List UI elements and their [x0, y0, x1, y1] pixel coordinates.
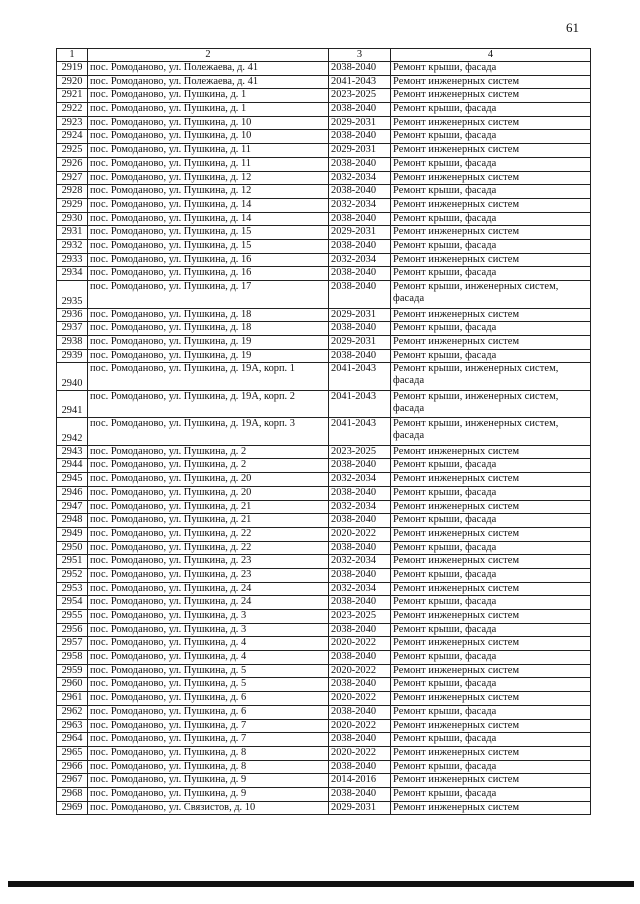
work-type-cell: Ремонт крыши, фасада — [391, 541, 591, 555]
work-type-cell: Ремонт крыши, фасада — [391, 130, 591, 144]
row-number: 2962 — [57, 705, 88, 719]
table-row — [57, 308, 591, 322]
table-row — [57, 541, 591, 555]
row-number: 2926 — [57, 157, 88, 171]
table-row — [57, 198, 591, 212]
address-cell: пос. Ромоданово, ул. Пушкина, д. 19 — [88, 349, 329, 363]
address-cell: пос. Ромоданово, ул. Пушкина, д. 24 — [88, 582, 329, 596]
work-type-cell: Ремонт инженерных систем — [391, 116, 591, 130]
work-type-cell: Ремонт крыши, фасада — [391, 623, 591, 637]
period-cell: 2029-2031 — [329, 226, 391, 240]
period-cell: 2038-2040 — [329, 130, 391, 144]
address-cell: пос. Ромоданово, ул. Пушкина, д. 8 — [88, 760, 329, 774]
period-cell: 2038-2040 — [329, 596, 391, 610]
work-type-cell: Ремонт крыши, фасада — [391, 185, 591, 199]
header-row — [57, 49, 591, 62]
address-cell: пос. Ромоданово, ул. Пушкина, д. 22 — [88, 541, 329, 555]
row-number: 2938 — [57, 335, 88, 349]
address-cell: пос. Ромоданово, ул. Пушкина, д. 1 — [88, 103, 329, 117]
work-type-cell: Ремонт крыши, фасада — [391, 322, 591, 336]
work-type-cell: Ремонт крыши, фасада — [391, 651, 591, 665]
row-number: 2966 — [57, 760, 88, 774]
table-row — [57, 335, 591, 349]
row-number: 2947 — [57, 500, 88, 514]
period-cell: 2032-2034 — [329, 198, 391, 212]
address-cell: пос. Ромоданово, ул. Пушкина, д. 21 — [88, 500, 329, 514]
table-row — [57, 62, 591, 76]
row-number: 2922 — [57, 103, 88, 117]
address-cell: пос. Ромоданово, ул. Пушкина, д. 16 — [88, 253, 329, 267]
address-cell: пос. Ромоданово, ул. Пушкина, д. 8 — [88, 746, 329, 760]
table-row — [57, 760, 591, 774]
address-cell: пос. Ромоданово, ул. Пушкина, д. 16 — [88, 267, 329, 281]
table-row — [57, 349, 591, 363]
table-row — [57, 445, 591, 459]
address-cell: пос. Ромоданово, ул. Пушкина, д. 11 — [88, 157, 329, 171]
address-cell: пос. Ромоданово, ул. Пушкина, д. 18 — [88, 308, 329, 322]
table-row — [57, 596, 591, 610]
work-type-cell: Ремонт крыши, фасада — [391, 705, 591, 719]
period-cell: 2020-2022 — [329, 746, 391, 760]
address-cell: пос. Ромоданово, ул. Пушкина, д. 2 — [88, 445, 329, 459]
period-cell: 2038-2040 — [329, 541, 391, 555]
address-cell: пос. Ромоданово, ул. Пушкина, д. 6 — [88, 692, 329, 706]
period-cell: 2023-2025 — [329, 610, 391, 624]
work-type-cell: Ремонт инженерных систем — [391, 610, 591, 624]
table-row — [57, 185, 591, 199]
table-row — [57, 623, 591, 637]
table-row — [57, 212, 591, 226]
table-row — [57, 226, 591, 240]
work-type-cell: Ремонт крыши, фасада — [391, 486, 591, 500]
table-row — [57, 253, 591, 267]
row-number: 2937 — [57, 322, 88, 336]
period-cell: 2038-2040 — [329, 787, 391, 801]
period-cell: 2032-2034 — [329, 473, 391, 487]
address-cell: пос. Ромоданово, ул. Пушкина, д. 15 — [88, 226, 329, 240]
work-type-cell: Ремонт инженерных систем — [391, 144, 591, 158]
address-cell: пос. Ромоданово, ул. Пушкина, д. 12 — [88, 185, 329, 199]
address-cell: пос. Ромоданово, ул. Пушкина, д. 18 — [88, 322, 329, 336]
address-cell: пос. Ромоданово, ул. Пушкина, д. 21 — [88, 514, 329, 528]
table-row — [57, 801, 591, 815]
work-type-cell: Ремонт инженерных систем — [391, 582, 591, 596]
address-cell: пос. Ромоданово, ул. Пушкина, д. 7 — [88, 719, 329, 733]
address-cell: пос. Ромоданово, ул. Пушкина, д. 1 — [88, 89, 329, 103]
address-cell: пос. Ромоданово, ул. Пушкина, д. 19А, корп. 3 — [88, 418, 329, 446]
row-number: 2944 — [57, 459, 88, 473]
work-type-cell: Ремонт инженерных систем — [391, 253, 591, 267]
address-cell: пос. Ромоданово, ул. Связистов, д. 10 — [88, 801, 329, 815]
address-cell: пос. Ромоданово, ул. Пушкина, д. 24 — [88, 596, 329, 610]
row-number: 2943 — [57, 445, 88, 459]
period-cell: 2038-2040 — [329, 103, 391, 117]
period-cell: 2020-2022 — [329, 692, 391, 706]
work-type-cell: Ремонт инженерных систем — [391, 692, 591, 706]
period-cell: 2029-2031 — [329, 308, 391, 322]
address-cell: пос. Ромоданово, ул. Пушкина, д. 19А, корп. 1 — [88, 363, 329, 391]
work-type-cell: Ремонт крыши, фасада — [391, 239, 591, 253]
period-cell: 2020-2022 — [329, 664, 391, 678]
row-number: 2924 — [57, 130, 88, 144]
address-cell: пос. Ромоданово, ул. Пушкина, д. 2 — [88, 459, 329, 473]
row-number: 2929 — [57, 198, 88, 212]
table-row — [57, 418, 591, 446]
work-type-cell: Ремонт крыши, фасада — [391, 568, 591, 582]
period-cell: 2038-2040 — [329, 185, 391, 199]
work-type-cell: Ремонт инженерных систем — [391, 637, 591, 651]
row-number: 2958 — [57, 651, 88, 665]
period-cell: 2041-2043 — [329, 363, 391, 391]
row-number: 2940 — [57, 363, 88, 391]
work-type-cell: Ремонт крыши, фасада — [391, 514, 591, 528]
period-cell: 2038-2040 — [329, 568, 391, 582]
row-number: 2960 — [57, 678, 88, 692]
table-row — [57, 651, 591, 665]
period-cell: 2038-2040 — [329, 267, 391, 281]
row-number: 2949 — [57, 527, 88, 541]
table-row — [57, 774, 591, 788]
address-cell: пос. Ромоданово, ул. Пушкина, д. 3 — [88, 610, 329, 624]
period-cell: 2020-2022 — [329, 719, 391, 733]
table-row — [57, 746, 591, 760]
table-row — [57, 500, 591, 514]
work-type-cell: Ремонт крыши, фасада — [391, 596, 591, 610]
period-cell: 2038-2040 — [329, 349, 391, 363]
period-cell: 2038-2040 — [329, 623, 391, 637]
work-type-cell: Ремонт крыши, инженерных систем, фасада — [391, 390, 591, 418]
table-row — [57, 363, 591, 391]
row-number: 2945 — [57, 473, 88, 487]
row-number: 2928 — [57, 185, 88, 199]
address-cell: пос. Ромоданово, ул. Пушкина, д. 9 — [88, 787, 329, 801]
period-cell: 2038-2040 — [329, 760, 391, 774]
period-cell: 2038-2040 — [329, 514, 391, 528]
table-row — [57, 733, 591, 747]
period-cell: 2032-2034 — [329, 253, 391, 267]
row-number: 2969 — [57, 801, 88, 815]
address-cell: пос. Ромоданово, ул. Пушкина, д. 12 — [88, 171, 329, 185]
period-cell: 2038-2040 — [329, 281, 391, 309]
period-cell: 2038-2040 — [329, 486, 391, 500]
table-row — [57, 637, 591, 651]
table-row — [57, 75, 591, 89]
row-number: 2919 — [57, 62, 88, 76]
work-type-cell: Ремонт крыши, фасада — [391, 349, 591, 363]
row-number: 2954 — [57, 596, 88, 610]
table-row — [57, 514, 591, 528]
address-cell: пос. Ромоданово, ул. Пушкина, д. 19А, корп. 2 — [88, 390, 329, 418]
period-cell: 2029-2031 — [329, 144, 391, 158]
row-number: 2941 — [57, 390, 88, 418]
work-type-cell: Ремонт крыши, фасада — [391, 103, 591, 117]
table-row — [57, 144, 591, 158]
row-number: 2963 — [57, 719, 88, 733]
row-number: 2952 — [57, 568, 88, 582]
row-number: 2968 — [57, 787, 88, 801]
period-cell: 2020-2022 — [329, 637, 391, 651]
table-row — [57, 322, 591, 336]
row-number: 2923 — [57, 116, 88, 130]
table-row — [57, 664, 591, 678]
address-cell: пос. Ромоданово, ул. Пушкина, д. 20 — [88, 473, 329, 487]
work-type-cell: Ремонт инженерных систем — [391, 500, 591, 514]
address-cell: пос. Ромоданово, ул. Пушкина, д. 4 — [88, 651, 329, 665]
work-type-cell: Ремонт инженерных систем — [391, 801, 591, 815]
header-col-4: 4 — [391, 49, 591, 62]
period-cell: 2038-2040 — [329, 733, 391, 747]
row-number: 2959 — [57, 664, 88, 678]
work-type-cell: Ремонт инженерных систем — [391, 89, 591, 103]
row-number: 2951 — [57, 555, 88, 569]
table-row — [57, 678, 591, 692]
row-number: 2921 — [57, 89, 88, 103]
period-cell: 2038-2040 — [329, 651, 391, 665]
work-type-cell: Ремонт крыши, фасада — [391, 760, 591, 774]
table-row — [57, 473, 591, 487]
period-cell: 2038-2040 — [329, 212, 391, 226]
address-cell: пос. Ромоданово, ул. Пушкина, д. 10 — [88, 116, 329, 130]
row-number: 2920 — [57, 75, 88, 89]
table-row — [57, 130, 591, 144]
address-cell: пос. Ромоданово, ул. Полежаева, д. 41 — [88, 62, 329, 76]
work-type-cell: Ремонт крыши, фасада — [391, 157, 591, 171]
period-cell: 2032-2034 — [329, 555, 391, 569]
work-type-cell: Ремонт крыши, фасада — [391, 62, 591, 76]
work-type-cell: Ремонт инженерных систем — [391, 308, 591, 322]
table-row — [57, 610, 591, 624]
address-cell: пос. Ромоданово, ул. Пушкина, д. 17 — [88, 281, 329, 309]
row-number: 2925 — [57, 144, 88, 158]
table-row — [57, 705, 591, 719]
work-type-cell: Ремонт инженерных систем — [391, 555, 591, 569]
row-number: 2934 — [57, 267, 88, 281]
period-cell: 2041-2043 — [329, 390, 391, 418]
work-type-cell: Ремонт крыши, фасада — [391, 787, 591, 801]
header-col-3: 3 — [329, 49, 391, 62]
row-number: 2932 — [57, 239, 88, 253]
table-row — [57, 486, 591, 500]
row-number: 2956 — [57, 623, 88, 637]
work-type-cell: Ремонт инженерных систем — [391, 746, 591, 760]
header-col-2: 2 — [88, 49, 329, 62]
work-type-cell: Ремонт инженерных систем — [391, 335, 591, 349]
period-cell: 2029-2031 — [329, 801, 391, 815]
address-cell: пос. Ромоданово, ул. Пушкина, д. 23 — [88, 568, 329, 582]
address-cell: пос. Ромоданово, ул. Пушкина, д. 7 — [88, 733, 329, 747]
period-cell: 2038-2040 — [329, 678, 391, 692]
period-cell: 2032-2034 — [329, 171, 391, 185]
row-number: 2927 — [57, 171, 88, 185]
work-type-cell: Ремонт инженерных систем — [391, 473, 591, 487]
address-cell: пос. Ромоданово, ул. Пушкина, д. 6 — [88, 705, 329, 719]
work-type-cell: Ремонт крыши, инженерных систем, фасада — [391, 363, 591, 391]
address-cell: пос. Ромоданово, ул. Пушкина, д. 19 — [88, 335, 329, 349]
period-cell: 2023-2025 — [329, 89, 391, 103]
address-cell: пос. Ромоданово, ул. Полежаева, д. 41 — [88, 75, 329, 89]
scan-edge-bar — [8, 881, 634, 887]
table-row — [57, 267, 591, 281]
period-cell: 2038-2040 — [329, 62, 391, 76]
period-cell: 2032-2034 — [329, 500, 391, 514]
period-cell: 2041-2043 — [329, 418, 391, 446]
period-cell: 2038-2040 — [329, 459, 391, 473]
table-row — [57, 103, 591, 117]
address-cell: пос. Ромоданово, ул. Пушкина, д. 15 — [88, 239, 329, 253]
row-number: 2953 — [57, 582, 88, 596]
work-type-cell: Ремонт крыши, фасада — [391, 459, 591, 473]
address-cell: пос. Ромоданово, ул. Пушкина, д. 5 — [88, 678, 329, 692]
row-number: 2967 — [57, 774, 88, 788]
period-cell: 2014-2016 — [329, 774, 391, 788]
row-number: 2964 — [57, 733, 88, 747]
row-number: 2939 — [57, 349, 88, 363]
period-cell: 2038-2040 — [329, 239, 391, 253]
row-number: 2950 — [57, 541, 88, 555]
period-cell: 2041-2043 — [329, 75, 391, 89]
address-cell: пос. Ромоданово, ул. Пушкина, д. 14 — [88, 212, 329, 226]
row-number: 2965 — [57, 746, 88, 760]
row-number: 2948 — [57, 514, 88, 528]
table-row — [57, 555, 591, 569]
table-row — [57, 116, 591, 130]
period-cell: 2038-2040 — [329, 157, 391, 171]
period-cell: 2020-2022 — [329, 527, 391, 541]
table-row — [57, 568, 591, 582]
capital-repair-table — [56, 48, 591, 815]
row-number: 2955 — [57, 610, 88, 624]
address-cell: пос. Ромоданово, ул. Пушкина, д. 20 — [88, 486, 329, 500]
address-cell: пос. Ромоданово, ул. Пушкина, д. 9 — [88, 774, 329, 788]
work-type-cell: Ремонт крыши, фасада — [391, 212, 591, 226]
address-cell: пос. Ромоданово, ул. Пушкина, д. 4 — [88, 637, 329, 651]
row-number: 2961 — [57, 692, 88, 706]
table-row — [57, 281, 591, 309]
address-cell: пос. Ромоданово, ул. Пушкина, д. 10 — [88, 130, 329, 144]
work-type-cell: Ремонт инженерных систем — [391, 527, 591, 541]
row-number: 2946 — [57, 486, 88, 500]
address-cell: пос. Ромоданово, ул. Пушкина, д. 11 — [88, 144, 329, 158]
address-cell: пос. Ромоданово, ул. Пушкина, д. 3 — [88, 623, 329, 637]
row-number: 2936 — [57, 308, 88, 322]
work-type-cell: Ремонт крыши, инженерных систем, фасада — [391, 281, 591, 309]
work-type-cell: Ремонт крыши, фасада — [391, 267, 591, 281]
table-row — [57, 89, 591, 103]
table-row — [57, 527, 591, 541]
address-cell: пос. Ромоданово, ул. Пушкина, д. 22 — [88, 527, 329, 541]
work-type-cell: Ремонт инженерных систем — [391, 664, 591, 678]
period-cell: 2029-2031 — [329, 335, 391, 349]
period-cell: 2038-2040 — [329, 322, 391, 336]
work-type-cell: Ремонт инженерных систем — [391, 226, 591, 240]
work-type-cell: Ремонт крыши, фасада — [391, 678, 591, 692]
table-row — [57, 157, 591, 171]
work-type-cell: Ремонт инженерных систем — [391, 171, 591, 185]
page-number: 61 — [566, 20, 579, 35]
work-type-cell: Ремонт инженерных систем — [391, 198, 591, 212]
row-number: 2931 — [57, 226, 88, 240]
row-number: 2930 — [57, 212, 88, 226]
table-row — [57, 582, 591, 596]
table-row — [57, 171, 591, 185]
period-cell: 2032-2034 — [329, 582, 391, 596]
table-row — [57, 239, 591, 253]
work-type-cell: Ремонт инженерных систем — [391, 774, 591, 788]
address-cell: пос. Ромоданово, ул. Пушкина, д. 23 — [88, 555, 329, 569]
period-cell: 2023-2025 — [329, 445, 391, 459]
work-type-cell: Ремонт инженерных систем — [391, 75, 591, 89]
table-row — [57, 390, 591, 418]
row-number: 2935 — [57, 281, 88, 309]
work-type-cell: Ремонт крыши, инженерных систем, фасада — [391, 418, 591, 446]
header-col-1: 1 — [57, 49, 88, 62]
address-cell: пос. Ромоданово, ул. Пушкина, д. 14 — [88, 198, 329, 212]
address-cell: пос. Ромоданово, ул. Пушкина, д. 5 — [88, 664, 329, 678]
work-type-cell: Ремонт инженерных систем — [391, 445, 591, 459]
period-cell: 2029-2031 — [329, 116, 391, 130]
row-number: 2933 — [57, 253, 88, 267]
table-row — [57, 719, 591, 733]
row-number: 2957 — [57, 637, 88, 651]
table-row — [57, 787, 591, 801]
period-cell: 2038-2040 — [329, 705, 391, 719]
work-type-cell: Ремонт крыши, фасада — [391, 733, 591, 747]
row-number: 2942 — [57, 418, 88, 446]
work-type-cell: Ремонт инженерных систем — [391, 719, 591, 733]
table-row — [57, 459, 591, 473]
table-row — [57, 692, 591, 706]
